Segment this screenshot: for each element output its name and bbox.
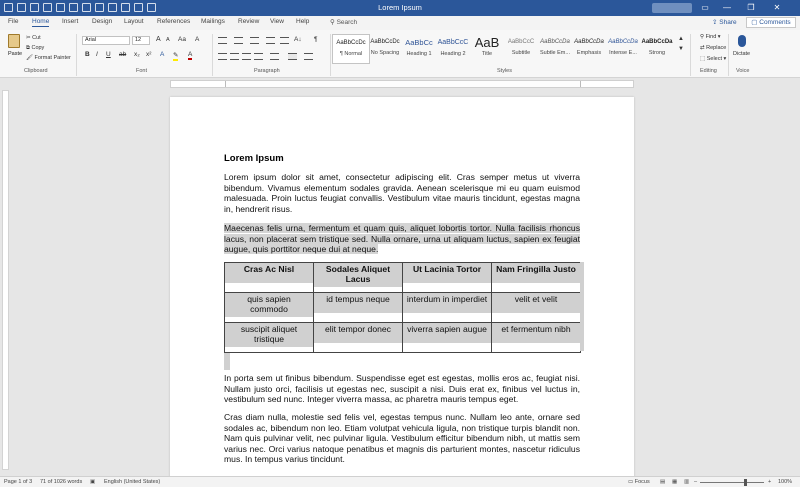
print-layout-icon[interactable]: ▦ [672,479,678,485]
style-name: No Spacing [370,50,400,56]
style-strong[interactable] [638,34,676,64]
search-label: Search [336,19,358,26]
paragraph-3: In porta sem ut finibus bibendum. Suspendisse eget est egestas, mollis eros ac, feugiat nisi. Nullam justo orci, facilisis ut egestas nec, suscipit a nisi. Duis erat ex, finibus vel luctus in, vestibulum sed nunc. Integer viverra massa, ac pharetra mauris tempus eget. [224,373,580,404]
styles-group-label: Styles [497,68,512,74]
select-button[interactable]: ⬚ Select ▾ [700,56,727,62]
align-center-icon[interactable] [230,53,239,60]
style-sample: AaBbCc [405,38,433,47]
table-row [225,323,581,353]
style-sample: AaBbCcDc [336,40,366,46]
web-layout-icon[interactable]: ▥ [684,479,690,485]
comments-button[interactable]: ▢ Comments [746,17,796,28]
select-label: Select [706,56,723,62]
find-button[interactable]: ⚲ Find ▾ [700,34,721,40]
page-count[interactable]: Page 1 of 3 [4,479,33,485]
focus-mode-button[interactable]: ▭ Focus [628,479,650,485]
format-painter-label: Format Painter [34,55,71,61]
style-name: Strong [648,50,666,56]
tab-layout[interactable]: Layout [124,18,144,25]
table-cell[interactable] [403,323,492,353]
table-header-cell[interactable] [225,263,314,293]
table-cell[interactable] [314,323,403,353]
table-cell[interactable] [492,323,581,353]
cell-text: quis sapien commodo [225,293,313,317]
table-cell[interactable] [314,293,403,323]
style-name: Subtitle [511,50,531,56]
line-spacing-icon[interactable] [270,53,279,60]
search-box[interactable] [330,18,357,26]
tab-help[interactable]: Help [296,18,310,25]
cell-text: suscipit aliquet tristique [225,323,313,347]
cut-button[interactable]: ✂ Cut [26,35,41,41]
cell-text: viverra sapien augue [403,323,491,343]
grow-font-button[interactable]: A [156,36,161,43]
style-sample: AaBbCcDa [608,39,638,45]
decrease-indent-icon[interactable] [266,37,275,44]
style-name: Subtle Em... [540,50,570,56]
style-normal[interactable] [332,34,370,64]
style-sample: AaBbCcDc [370,39,400,45]
tab-home[interactable]: Home [32,18,50,25]
style-sample: AaBbCcDa [540,39,570,45]
paste-label[interactable]: Paste [8,51,23,57]
subscript-button[interactable]: x₂ [134,51,140,58]
table-cell[interactable] [403,293,492,323]
table-cell[interactable] [492,293,581,323]
show-marks-button[interactable]: ¶ [314,36,318,43]
shrink-font-button[interactable]: A [166,37,170,43]
zoom-in-button[interactable]: + [768,479,772,485]
table-cell[interactable] [225,323,314,353]
zoom-level[interactable]: 100% [778,479,793,485]
share-button[interactable]: ⇪ Share [712,19,737,26]
zoom-out-button[interactable]: – [694,479,698,485]
font-group-label: Font [136,68,148,74]
ruler-text-area [225,81,581,87]
title-bar [0,0,800,16]
selection-empty-paragraph [224,353,230,370]
microphone-icon[interactable] [738,35,746,47]
clear-formatting-button[interactable]: A [195,36,200,43]
tab-design[interactable]: Design [92,18,113,25]
font-size-select[interactable]: 12 [132,36,150,45]
close-button[interactable]: ✕ [773,3,781,12]
increase-indent-icon[interactable] [280,37,289,44]
style-heading-1[interactable] [400,34,438,64]
tab-mailings[interactable]: Mailings [201,18,225,25]
replace-label: Replace [706,45,727,51]
style-sample: AaBbCcC [437,39,469,46]
ribbon-tabs [0,16,800,30]
styles-scroll-down-icon[interactable]: ▼ [678,46,684,52]
style-name: ¶ Normal [339,51,363,57]
style-sample: AaBbCcDa [574,39,604,45]
copy-label: Copy [31,45,45,51]
table-header-cell[interactable] [314,263,403,293]
voice-group-label: Voice [736,68,750,74]
highlight-icon[interactable]: ✎ [173,52,179,59]
vertical-ruler[interactable] [2,90,9,470]
proofing-icon[interactable]: ▣ [90,479,96,485]
ribbon [0,30,800,78]
table-header-cell[interactable] [492,263,581,293]
cell-text: Nam Fringilla Justo [492,263,580,283]
editing-group-label: Editing [700,68,717,74]
style-name: Heading 1 [406,51,432,57]
bold-button[interactable]: B [85,51,90,58]
style-subtle-emphasis[interactable] [536,34,574,64]
table-header-cell[interactable] [403,263,492,293]
cell-text: velit et velit [492,293,580,313]
tab-view[interactable]: View [270,18,284,25]
sort-button[interactable]: A↓ [294,36,302,43]
language-status[interactable]: English (United States) [104,479,161,485]
style-name: Intense E... [609,50,637,56]
strikethrough-button[interactable]: ab [119,51,127,58]
replace-button[interactable]: ⇄ Replace [700,45,727,51]
style-no-spacing[interactable] [366,34,404,64]
focus-label: Focus [634,479,650,485]
cell-text: Ut Lacinia Tortor [403,263,491,283]
style-title[interactable] [468,34,506,64]
clipboard-group-label: Clipboard [24,68,48,74]
justify-icon[interactable] [254,53,263,60]
minimize-button[interactable]: — [723,3,731,12]
change-case-button[interactable]: Aa [178,36,186,43]
group-divider [728,34,729,76]
horizontal-ruler[interactable] [170,80,634,88]
align-right-icon[interactable] [242,53,251,60]
format-painter-button[interactable]: 🖌 Format Painter [26,55,71,61]
cell-text: Sodales Aliquet Lacus [314,263,402,287]
dictate-button[interactable]: Dictate [733,51,751,57]
cell-text: elit tempor donec [314,323,402,343]
tab-insert[interactable]: Insert [62,18,79,25]
ribbon-display-icon[interactable]: ▭ [701,3,709,12]
document-page[interactable] [170,97,634,487]
document-heading: Lorem Ipsum [224,153,284,164]
style-sample: AaB [474,35,500,50]
style-sample: AaBbCcDa [641,39,673,45]
superscript-button[interactable]: x² [146,51,152,58]
tab-review[interactable]: Review [238,18,260,25]
group-divider [212,34,213,76]
style-emphasis[interactable] [570,34,608,64]
paragraph-2-selected [224,223,580,255]
group-divider [76,34,77,76]
paragraph-group-label: Paragraph [254,68,280,74]
italic-button[interactable]: I [96,51,98,58]
font-name-select[interactable]: Arial [82,36,130,45]
cell-text: interdum in imperdiet [403,293,491,313]
comments-label: Comments [759,19,791,26]
style-subtitle[interactable] [502,34,540,64]
group-divider [330,34,331,76]
shading-icon[interactable] [288,53,297,60]
cell-text: Cras Ac Nisl [225,263,313,283]
multilevel-list-icon[interactable] [250,37,259,44]
search-icon: ⚲ [330,19,337,26]
zoom-slider[interactable] [700,482,764,483]
style-name: Emphasis [576,50,602,56]
group-divider [690,34,691,76]
style-heading-2[interactable] [434,34,472,64]
find-label: Find [705,34,717,40]
word-count[interactable]: 71 of 1026 words [40,479,83,485]
text-effects-icon[interactable]: A [160,51,165,58]
tab-references[interactable]: References [157,18,191,25]
status-bar [0,476,800,487]
document-table[interactable] [224,262,581,353]
style-sample: AaBbCcC [507,39,535,45]
selection-end-marks [580,262,584,351]
style-name: Heading 2 [440,51,466,57]
selection-highlight: Maecenas felis urna, fermentum et quam quis, aliquet lobortis tortor. Nulla facilisis rhoncus lacus, non placerat sem tristique sed. Nulla ornare, urna ut aliquam luctus, sapien ex feugiat augue, quis porttitor neque dui at neque. [224,223,580,254]
cut-label: Cut [32,35,41,41]
read-mode-icon[interactable]: ▤ [660,479,666,485]
styles-scroll-up-icon[interactable]: ▲ [678,36,684,42]
table-cell[interactable] [225,293,314,323]
underline-button[interactable]: U [106,51,111,58]
paragraph-4: Cras diam nulla, molestie sed felis vel, egestas tempus nunc. Nullam leo ante, ornare sed sodales ac, bibendum non leo. Etiam volutpat vehicula ligula, non tristique turpis blandit non. Nam quis pulvinar velit, nec pulvinar ligula. Vestibulum efficitur bibendum nibh, ut mattis sem varius nec. Orci varius natoque penatibus et magnis dis parturient montes, nascetur ridiculus mus. In tempus varius tincidunt. [224,412,580,464]
style-intense-emphasis[interactable] [604,34,642,64]
paragraph-1: Lorem ipsum dolor sit amet, consectetur adipiscing elit. Cras semper metus ut viverra bibendum. Vivamus elementum sodales gravida. Aenean scelerisque mi eu quam euismod malesuada. Proin luctus feugiat convallis. Vestibulum vitae mauris tincidunt, egestas magna in, hendrerit risus. [224,172,580,214]
copy-button[interactable]: ⧉ Copy [26,45,45,51]
tab-file[interactable]: File [8,18,19,25]
font-color-icon[interactable]: A [188,51,193,58]
table-header-row [225,263,581,293]
style-name: Title [481,51,493,57]
account-avatar[interactable] [652,3,692,13]
bullets-icon[interactable] [218,37,227,44]
maximize-button[interactable]: ❐ [747,3,755,12]
borders-icon[interactable] [304,53,313,60]
align-left-icon[interactable] [218,53,227,60]
share-label: Share [719,19,737,26]
cell-text: id tempus neque [314,293,402,313]
table-row [225,293,581,323]
document-title: Lorem Ipsum [378,3,422,12]
numbering-icon[interactable] [234,37,243,44]
zoom-slider-thumb[interactable] [744,479,747,486]
paste-icon[interactable] [8,34,20,48]
cell-text: et fermentum nibh [492,323,580,343]
